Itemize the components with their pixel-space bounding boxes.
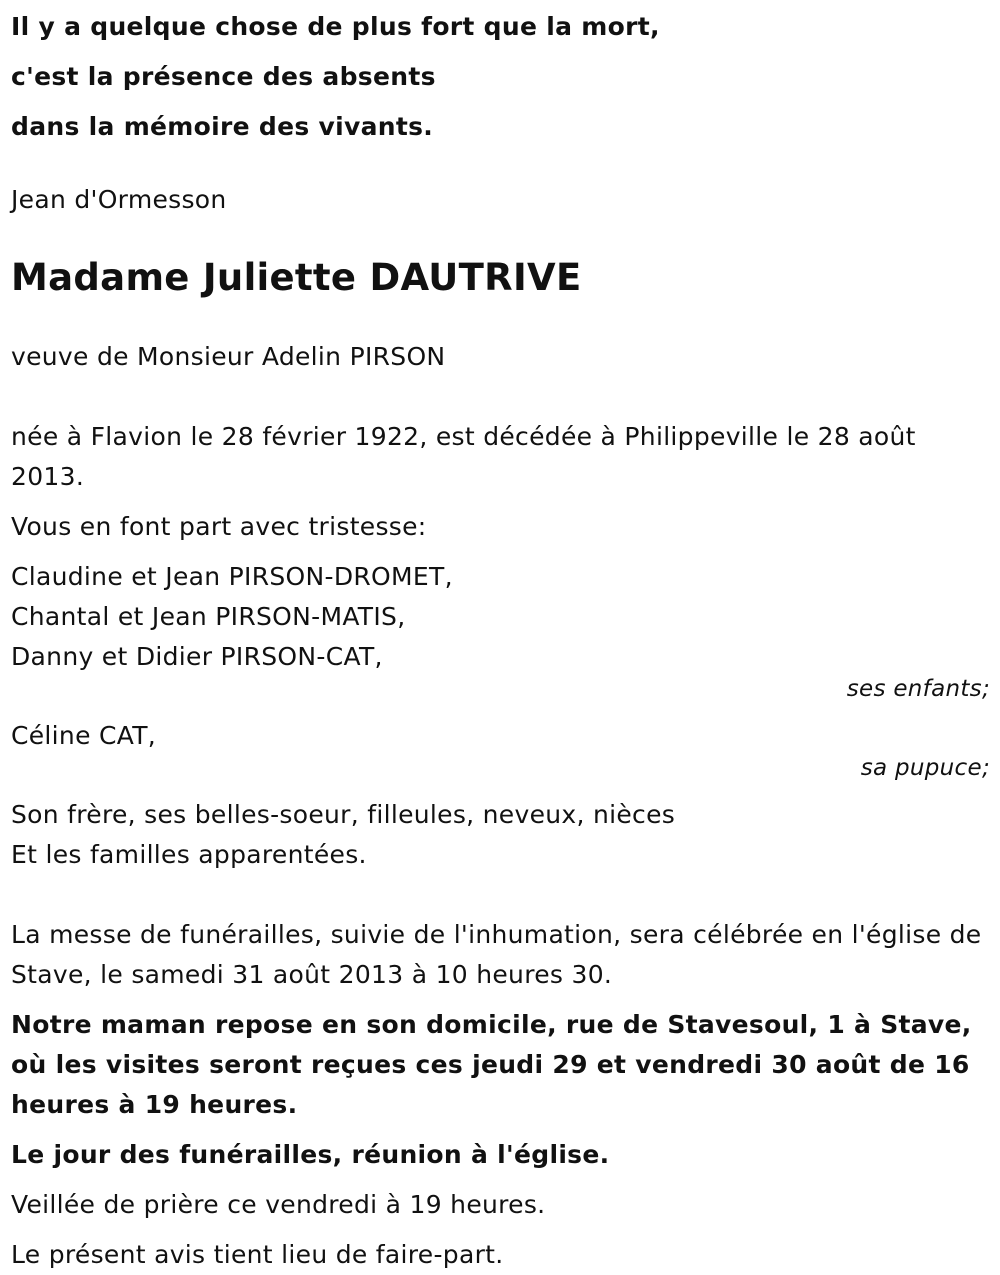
meeting-text: Le jour des funérailles, réunion à l'église. [11,1140,610,1169]
birth-death-text: née à Flavion le 28 février 1922, est décédée à Philippeville le 28 août 2013. [11,422,916,491]
vigil-text: Veillée de prière ce vendredi à 19 heures. [11,1190,546,1219]
rest-text: Notre maman repose en son domicile, rue de Stavesoul, 1 à Stave, où les visites seront reçues ces jeudi 29 et vendredi 30 août de 16 heures à 19 heures. [11,1010,972,1119]
child-entry: Danny et Didier PIRSON-CAT, [11,642,383,671]
quote-author: Jean d'Ormesson [11,185,227,214]
relatives-line: Et les familles apparentées. [11,840,367,869]
funeral-text: La messe de funérailles, suivie de l'inhumation, sera célébrée en l'église de Stave, le samedi 31 août 2013 à 10 heures 30. [11,920,982,989]
grandchild-role: sa pupuce; [860,755,990,781]
relatives-list [11,795,990,875]
quote-line: dans la mémoire des vivants. [11,112,434,141]
children-list [11,557,990,677]
grandchild-entry: Céline CAT, [11,721,157,750]
widow-of: veuve de Monsieur Adelin PIRSON [11,342,446,371]
spacer [11,875,990,915]
children-role: ses enfants; [846,676,990,702]
quote-line: c'est la présence des absents [11,62,436,91]
child-entry: Chantal et Jean PIRSON-MATIS, [11,602,406,631]
epigraph-quote [11,2,990,152]
relatives-line: Son frère, ses belles-soeur, filleules, neveux, nièces [11,800,676,829]
quote-line: Il y a quelque chose de plus fort que la mort, [11,12,660,41]
child-entry: Claudine et Jean PIRSON-DROMET, [11,562,453,591]
notice-text: Le présent avis tient lieu de faire-part. [11,1240,504,1269]
obituary [11,2,990,1275]
announce-text: Vous en font part avec tristesse: [11,512,427,541]
deceased-name: Madame Juliette DAUTRIVE [11,256,582,299]
